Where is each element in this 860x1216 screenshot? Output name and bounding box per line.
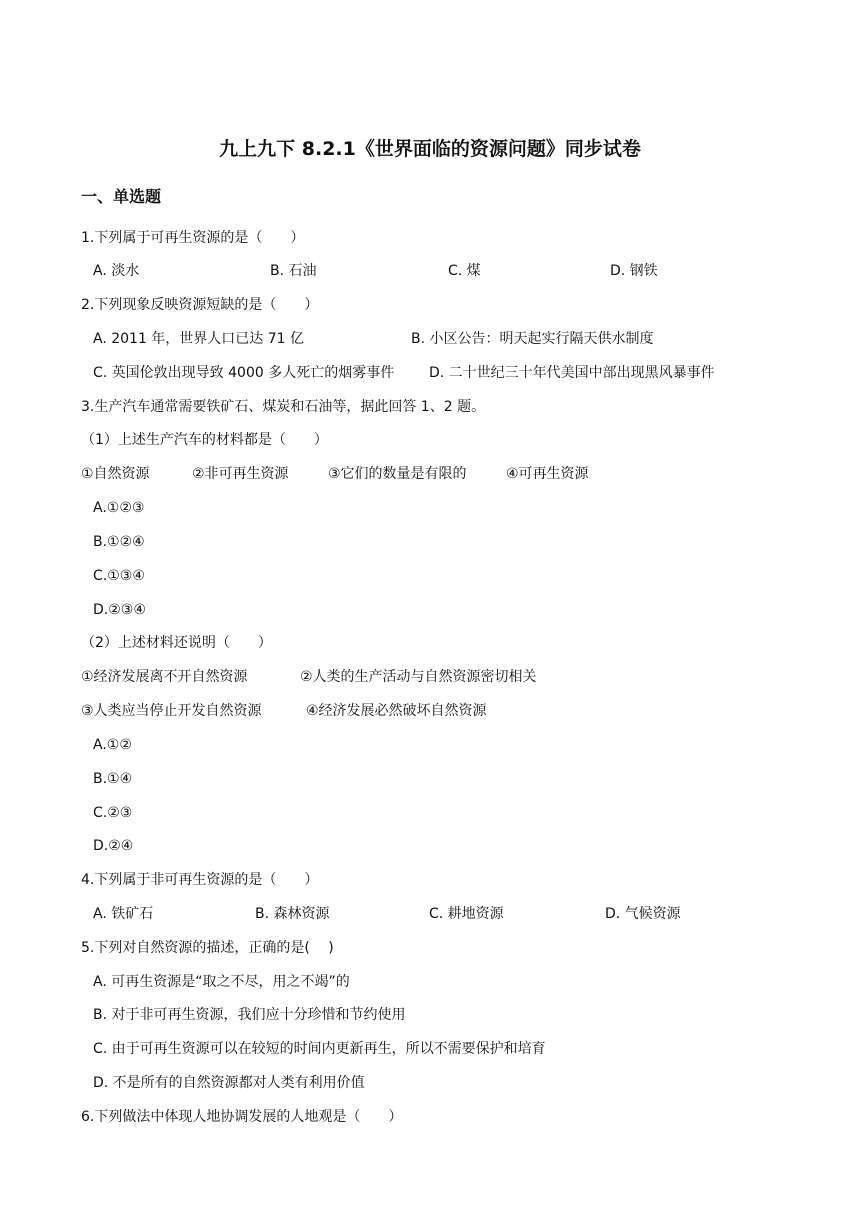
- question-2-option-c: C. 英国伦敦出现导致 4000 多人死亡的烟雾事件: [93, 365, 395, 381]
- question-3-sub1-option-c: C.①③④: [93, 568, 145, 584]
- question-1-option-b: B. 石油: [270, 263, 317, 279]
- question-1-option-a: A. 淡水: [93, 263, 140, 279]
- question-2-option-b: B. 小区公告：明天起实行隔天供水制度: [411, 331, 654, 347]
- question-3-sub1-item-2: ②非可再生资源: [192, 466, 289, 482]
- question-6-stem: 6.下列做法中体现人地协调发展的人地观是（ ）: [81, 1109, 403, 1125]
- question-5-option-a: A. 可再生资源是“取之不尽，用之不竭”的: [93, 974, 350, 990]
- question-2-stem: 2.下列现象反映资源短缺的是（ ）: [81, 297, 319, 313]
- question-3-sub2-stem: （2）上述材料还说明（ ）: [81, 635, 272, 651]
- question-2-option-a: A. 2011 年，世界人口已达 71 亿: [93, 331, 305, 347]
- question-4-option-a: A. 铁矿石: [93, 906, 154, 922]
- question-5-option-c: C. 由于可再生资源可以在较短的时间内更新再生，所以不需要保护和培育: [93, 1041, 546, 1057]
- question-1-stem: 1.下列属于可再生资源的是（ ）: [81, 230, 305, 246]
- question-3-sub1-item-4: ④可再生资源: [506, 466, 589, 482]
- question-3-sub1-item-1: ①自然资源: [81, 466, 150, 482]
- question-5-option-b: B. 对于非可再生资源，我们应十分珍惜和节约使用: [93, 1007, 406, 1023]
- section-heading: 一、单选题: [81, 187, 162, 206]
- question-5-stem: 5.下列对自然资源的描述，正确的是( ): [81, 940, 334, 956]
- question-1-option-d: D. 钢铁: [610, 263, 658, 279]
- question-3-sub2-option-d: D.②④: [93, 838, 134, 854]
- question-4-option-c: C. 耕地资源: [429, 906, 504, 922]
- question-4-stem: 4.下列属于非可再生资源的是（ ）: [81, 872, 319, 888]
- question-3-sub1-option-d: D.②③④: [93, 602, 146, 618]
- question-1-option-c: C. 煤: [448, 263, 481, 279]
- question-3-sub2-item-3: ③人类应当停止开发自然资源: [81, 703, 262, 719]
- question-3-sub1-option-a: A.①②③: [93, 500, 145, 516]
- question-3-sub1-item-3: ③它们的数量是有限的: [328, 466, 467, 482]
- question-5-option-d: D. 不是所有的自然资源都对人类有利用价值: [93, 1075, 365, 1091]
- question-3-sub2-option-b: B.①④: [93, 771, 133, 787]
- question-3-sub1-stem: （1）上述生产汽车的材料都是（ ）: [81, 432, 328, 448]
- question-3-sub2-option-a: A.①②: [93, 737, 132, 753]
- question-3-sub2-option-c: C.②③: [93, 805, 133, 821]
- question-3-sub2-item-4: ④经济发展必然破坏自然资源: [306, 703, 487, 719]
- question-2-option-d: D. 二十世纪三十年代美国中部出现黑风暴事件: [429, 365, 715, 381]
- question-4-option-d: D. 气候资源: [605, 906, 681, 922]
- question-3-sub1-option-b: B.①②④: [93, 534, 145, 550]
- question-3-sub2-item-1: ①经济发展离不开自然资源: [81, 669, 248, 685]
- question-4-option-b: B. 森林资源: [255, 906, 330, 922]
- question-3-stem: 3.生产汽车通常需要铁矿石、煤炭和石油等，据此回答 1、2 题。: [81, 399, 486, 415]
- question-3-sub2-item-2: ②人类的生产活动与自然资源密切相关: [300, 669, 537, 685]
- page-title: 九上九下 8.2.1《世界面临的资源问题》同步试卷: [219, 138, 641, 160]
